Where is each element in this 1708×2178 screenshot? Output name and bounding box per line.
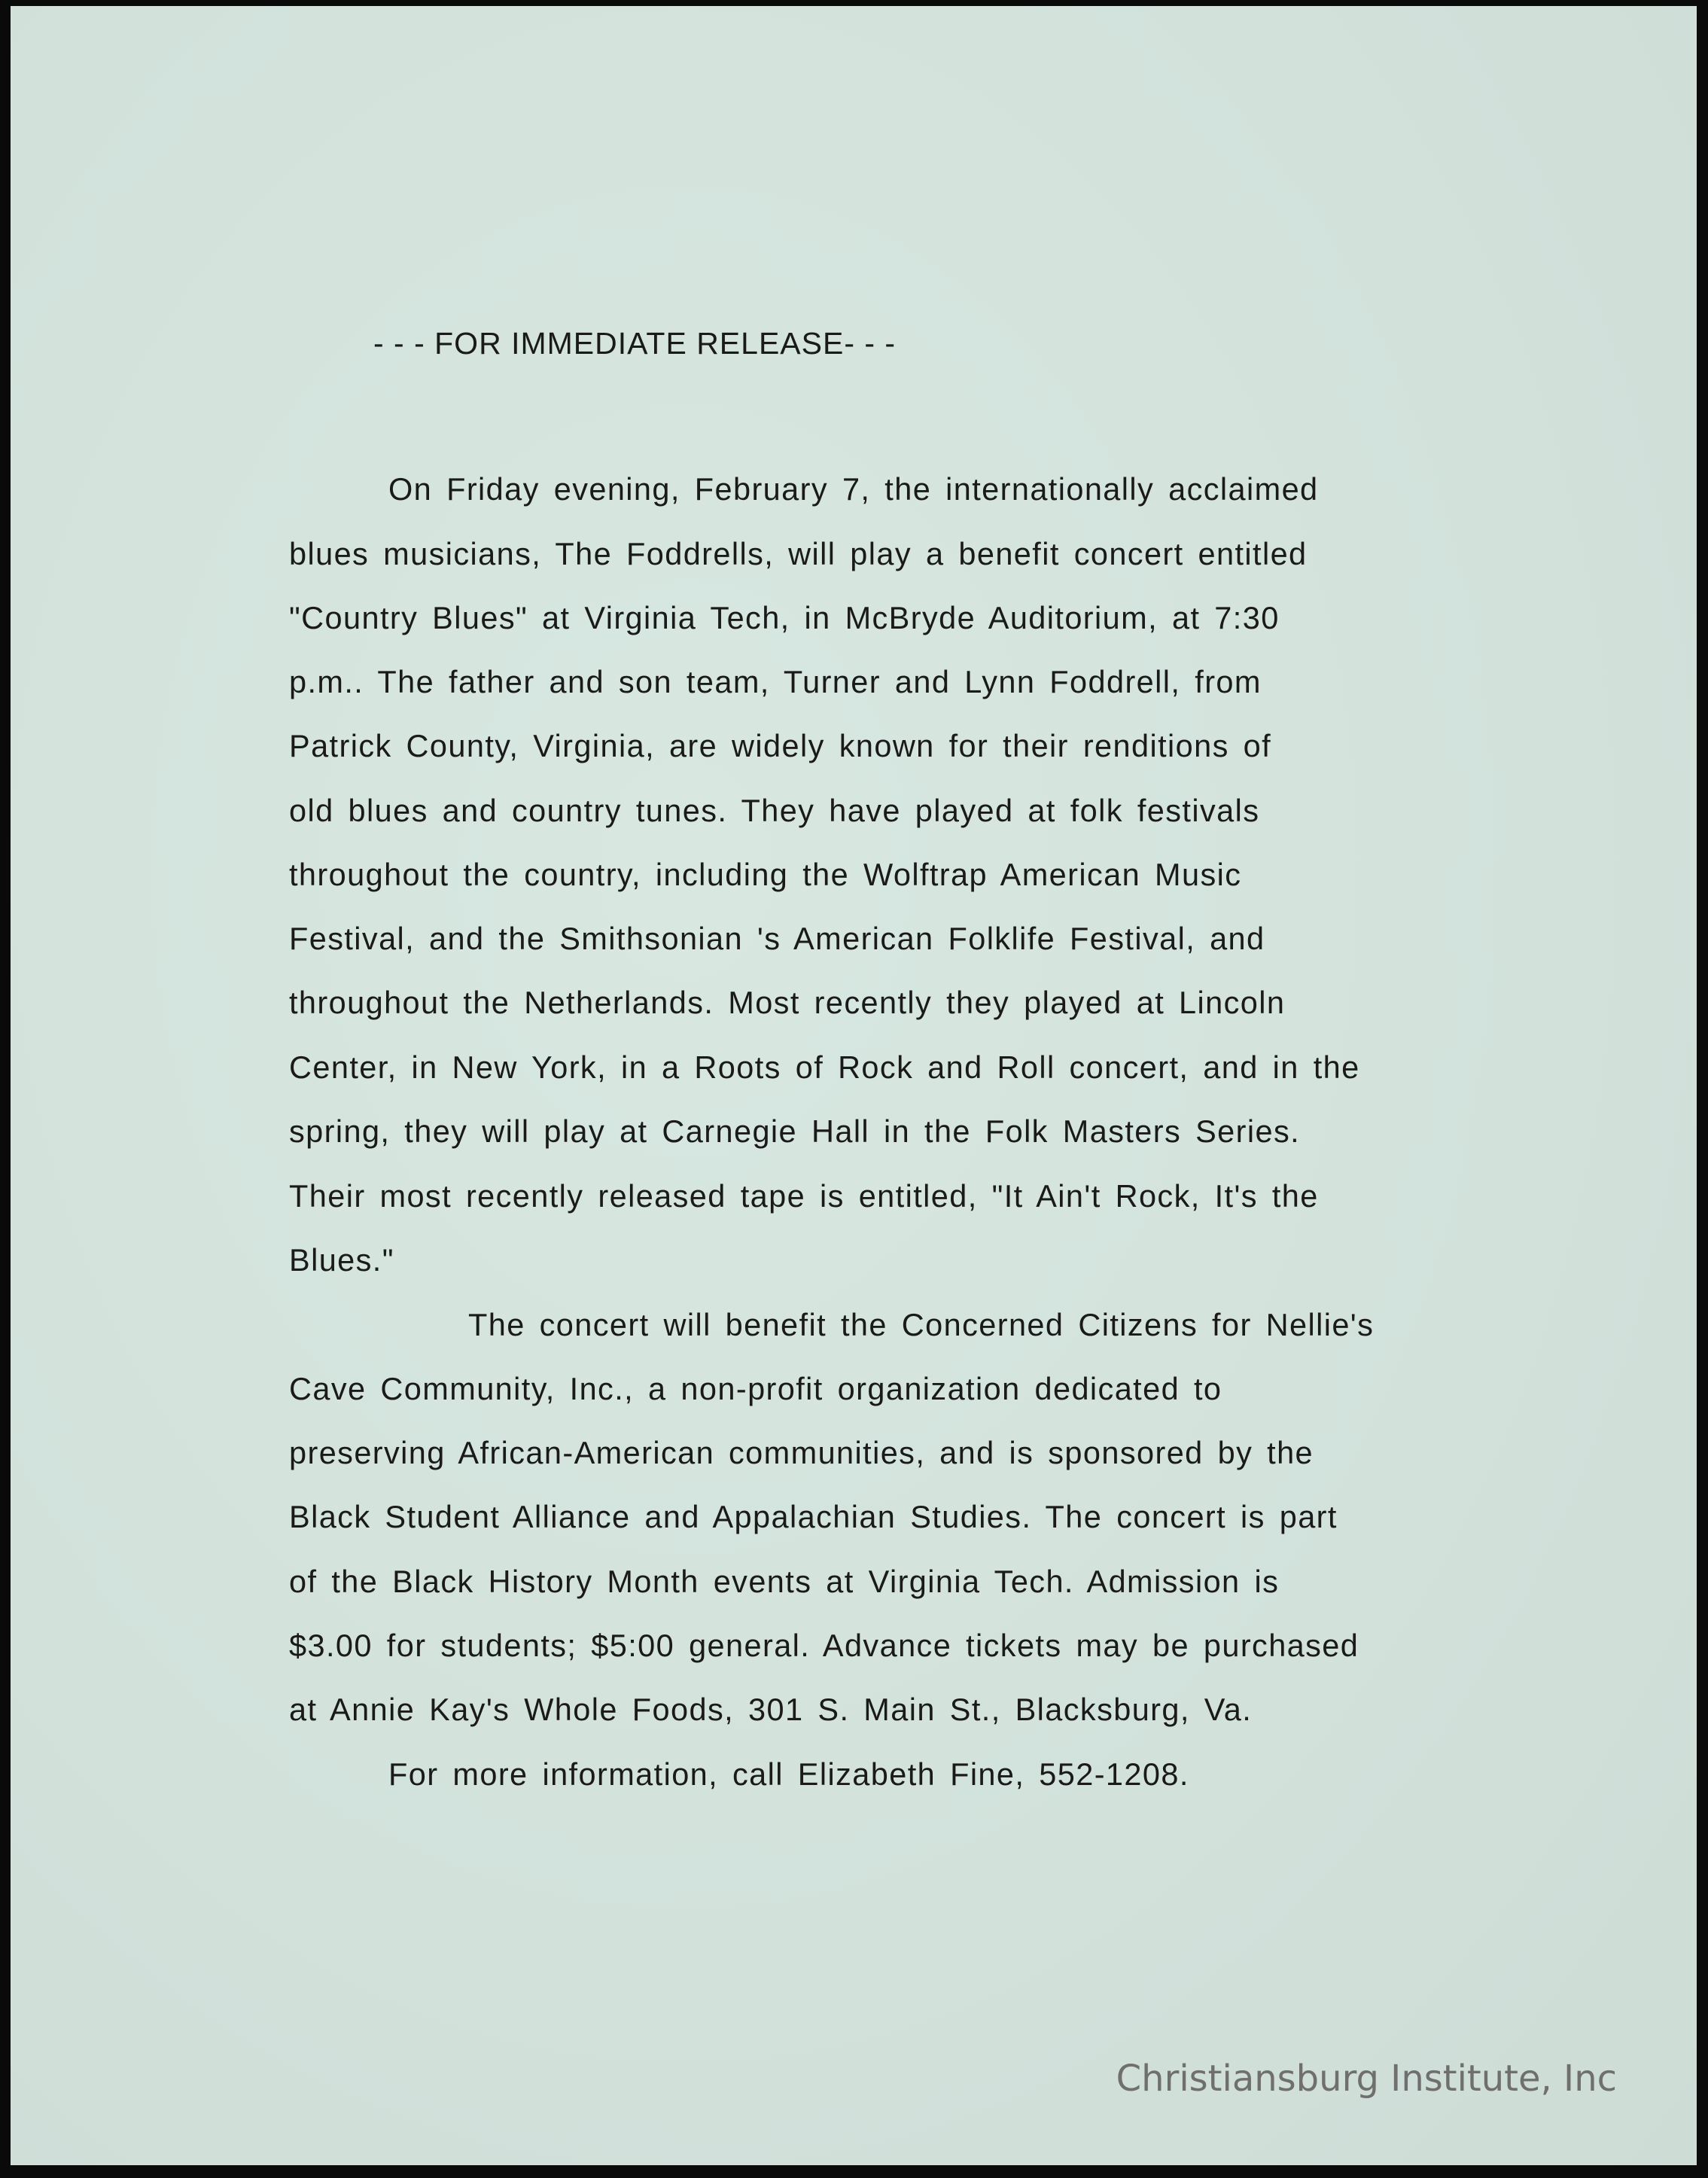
p1-line-1: On Friday evening, February 7, the internationally acclaimed [388,471,1319,507]
p1-line-2: blues musicians, The Foddrells, will play a benefit concert entitled [289,536,1308,571]
p3-line-1: For more information, call Elizabeth Fine, 552-1208. [388,1756,1189,1792]
p1-line-12: Their most recently released tape is entitled, "It Ain't Rock, It's the [289,1178,1319,1214]
p1-line-3: "Country Blues" at Virginia Tech, in McBryde Auditorium, at 7:30 [289,600,1280,635]
p1-line-4: p.m.. The father and son team, Turner and Lynn Foddrell, from [289,664,1262,699]
document-page [11,6,1697,2165]
p1-line-10: Center, in New York, in a Roots of Rock and Roll concert, and in the [289,1049,1360,1085]
release-headline: - - - FOR IMMEDIATE RELEASE- - - [373,326,897,361]
p1-line-9: throughout the Netherlands. Most recently they played at Lincoln [289,985,1286,1020]
p1-line-7: throughout the country, including the Wolftrap American Music [289,857,1242,892]
p2-line-7: at Annie Kay's Whole Foods, 301 S. Main St., Blacksburg, Va. [289,1692,1253,1727]
p2-line-6: $3.00 for students; $5:00 general. Advance tickets may be purchased [289,1628,1359,1663]
p2-line-1: The concert will benefit the Concerned Citizens for Nellie's [468,1307,1375,1342]
p2-line-2: Cave Community, Inc., a non-profit organization dedicated to [289,1371,1222,1406]
p1-line-8: Festival, and the Smithsonian 's American Folklife Festival, and [289,921,1265,956]
p2-line-3: preserving African-American communities, and is sponsored by the [289,1435,1314,1470]
p1-line-6: old blues and country tunes. They have played at folk festivals [289,793,1260,828]
p2-line-5: of the Black History Month events at Virginia Tech. Admission is [289,1564,1280,1599]
p1-line-13: Blues." [289,1242,394,1278]
collection-watermark: Christiansburg Institute, Inc [1116,2058,1617,2100]
p1-line-11: spring, they will play at Carnegie Hall in the Folk Masters Series. [289,1113,1301,1149]
p1-line-5: Patrick County, Virginia, are widely known for their renditions of [289,728,1272,763]
p2-line-4: Black Student Alliance and Appalachian Studies. The concert is part [289,1499,1338,1534]
